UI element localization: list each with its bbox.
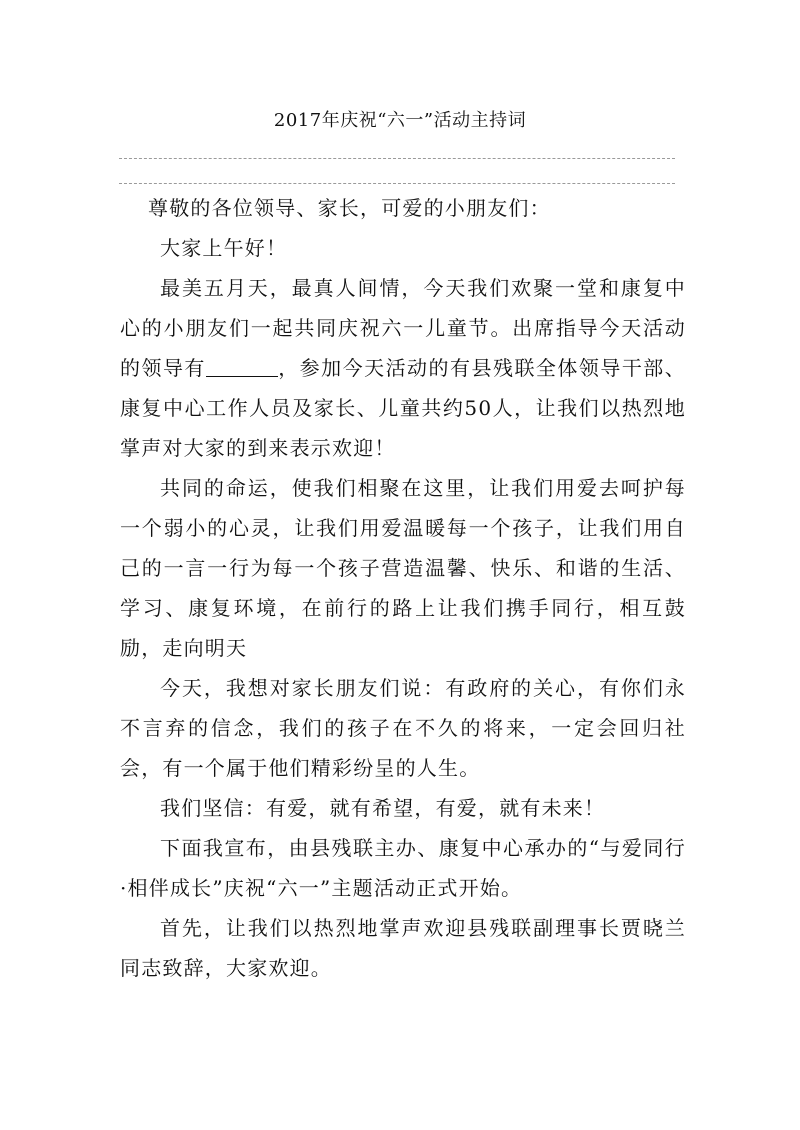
header-divider-bottom — [119, 183, 675, 184]
salutation: 尊敬的各位领导、家长，可爱的小朋友们： — [148, 196, 551, 220]
document-title: 2017年庆祝“六一”活动主持词 — [273, 110, 527, 131]
paragraph-welcome-start: 最美五月天，最真人间情，今天我们欢聚一堂和康复中心的小朋友们一起共同庆祝六一儿童节。出席指导今天活动的领导有 — [120, 276, 686, 380]
greeting: 大家上午好！ — [160, 236, 288, 260]
paragraph-welcome — [120, 268, 686, 468]
paragraph-shared-destiny: 共同的命运，使我们相聚在这里，让我们用爱去呵护每一个弱小的心灵，让我们用爱温暖每一个孩子，让我们用自己的一言一行为每一个孩子营造温馨、快乐、和谐的生活、学习、康复环境，在前行的路上让我们携手同行，相互鼓励，走向明天 — [120, 476, 686, 660]
paragraph-announcement: 下面我宣布，由县残联主办、康复中心承办的“与爱同行·相伴成长”庆祝“六一”主题活动正式开始。 — [120, 836, 686, 900]
document-body — [120, 188, 686, 988]
paragraph-welcome-end: ，参加今天活动的有县残联全体领导干部、康复中心工作人员及家长、儿童共约50人，让我们以热烈地掌声对大家的到来表示欢迎！ — [120, 356, 686, 460]
header-divider-top — [119, 158, 675, 159]
paragraph-belief: 我们坚信：有爱，就有希望，有爱，就有未来！ — [160, 796, 606, 820]
fill-in-blank — [206, 356, 278, 377]
paragraph-first-speaker: 首先，让我们以热烈地掌声欢迎县残联副理事长贾晓兰同志致辞，大家欢迎。 — [120, 916, 686, 980]
paragraph-to-parents: 今天，我想对家长朋友们说：有政府的关心，有你们永不言弃的信念，我们的孩子在不久的将来，一定会回归社会，有一个属于他们精彩纷呈的人生。 — [120, 676, 686, 780]
